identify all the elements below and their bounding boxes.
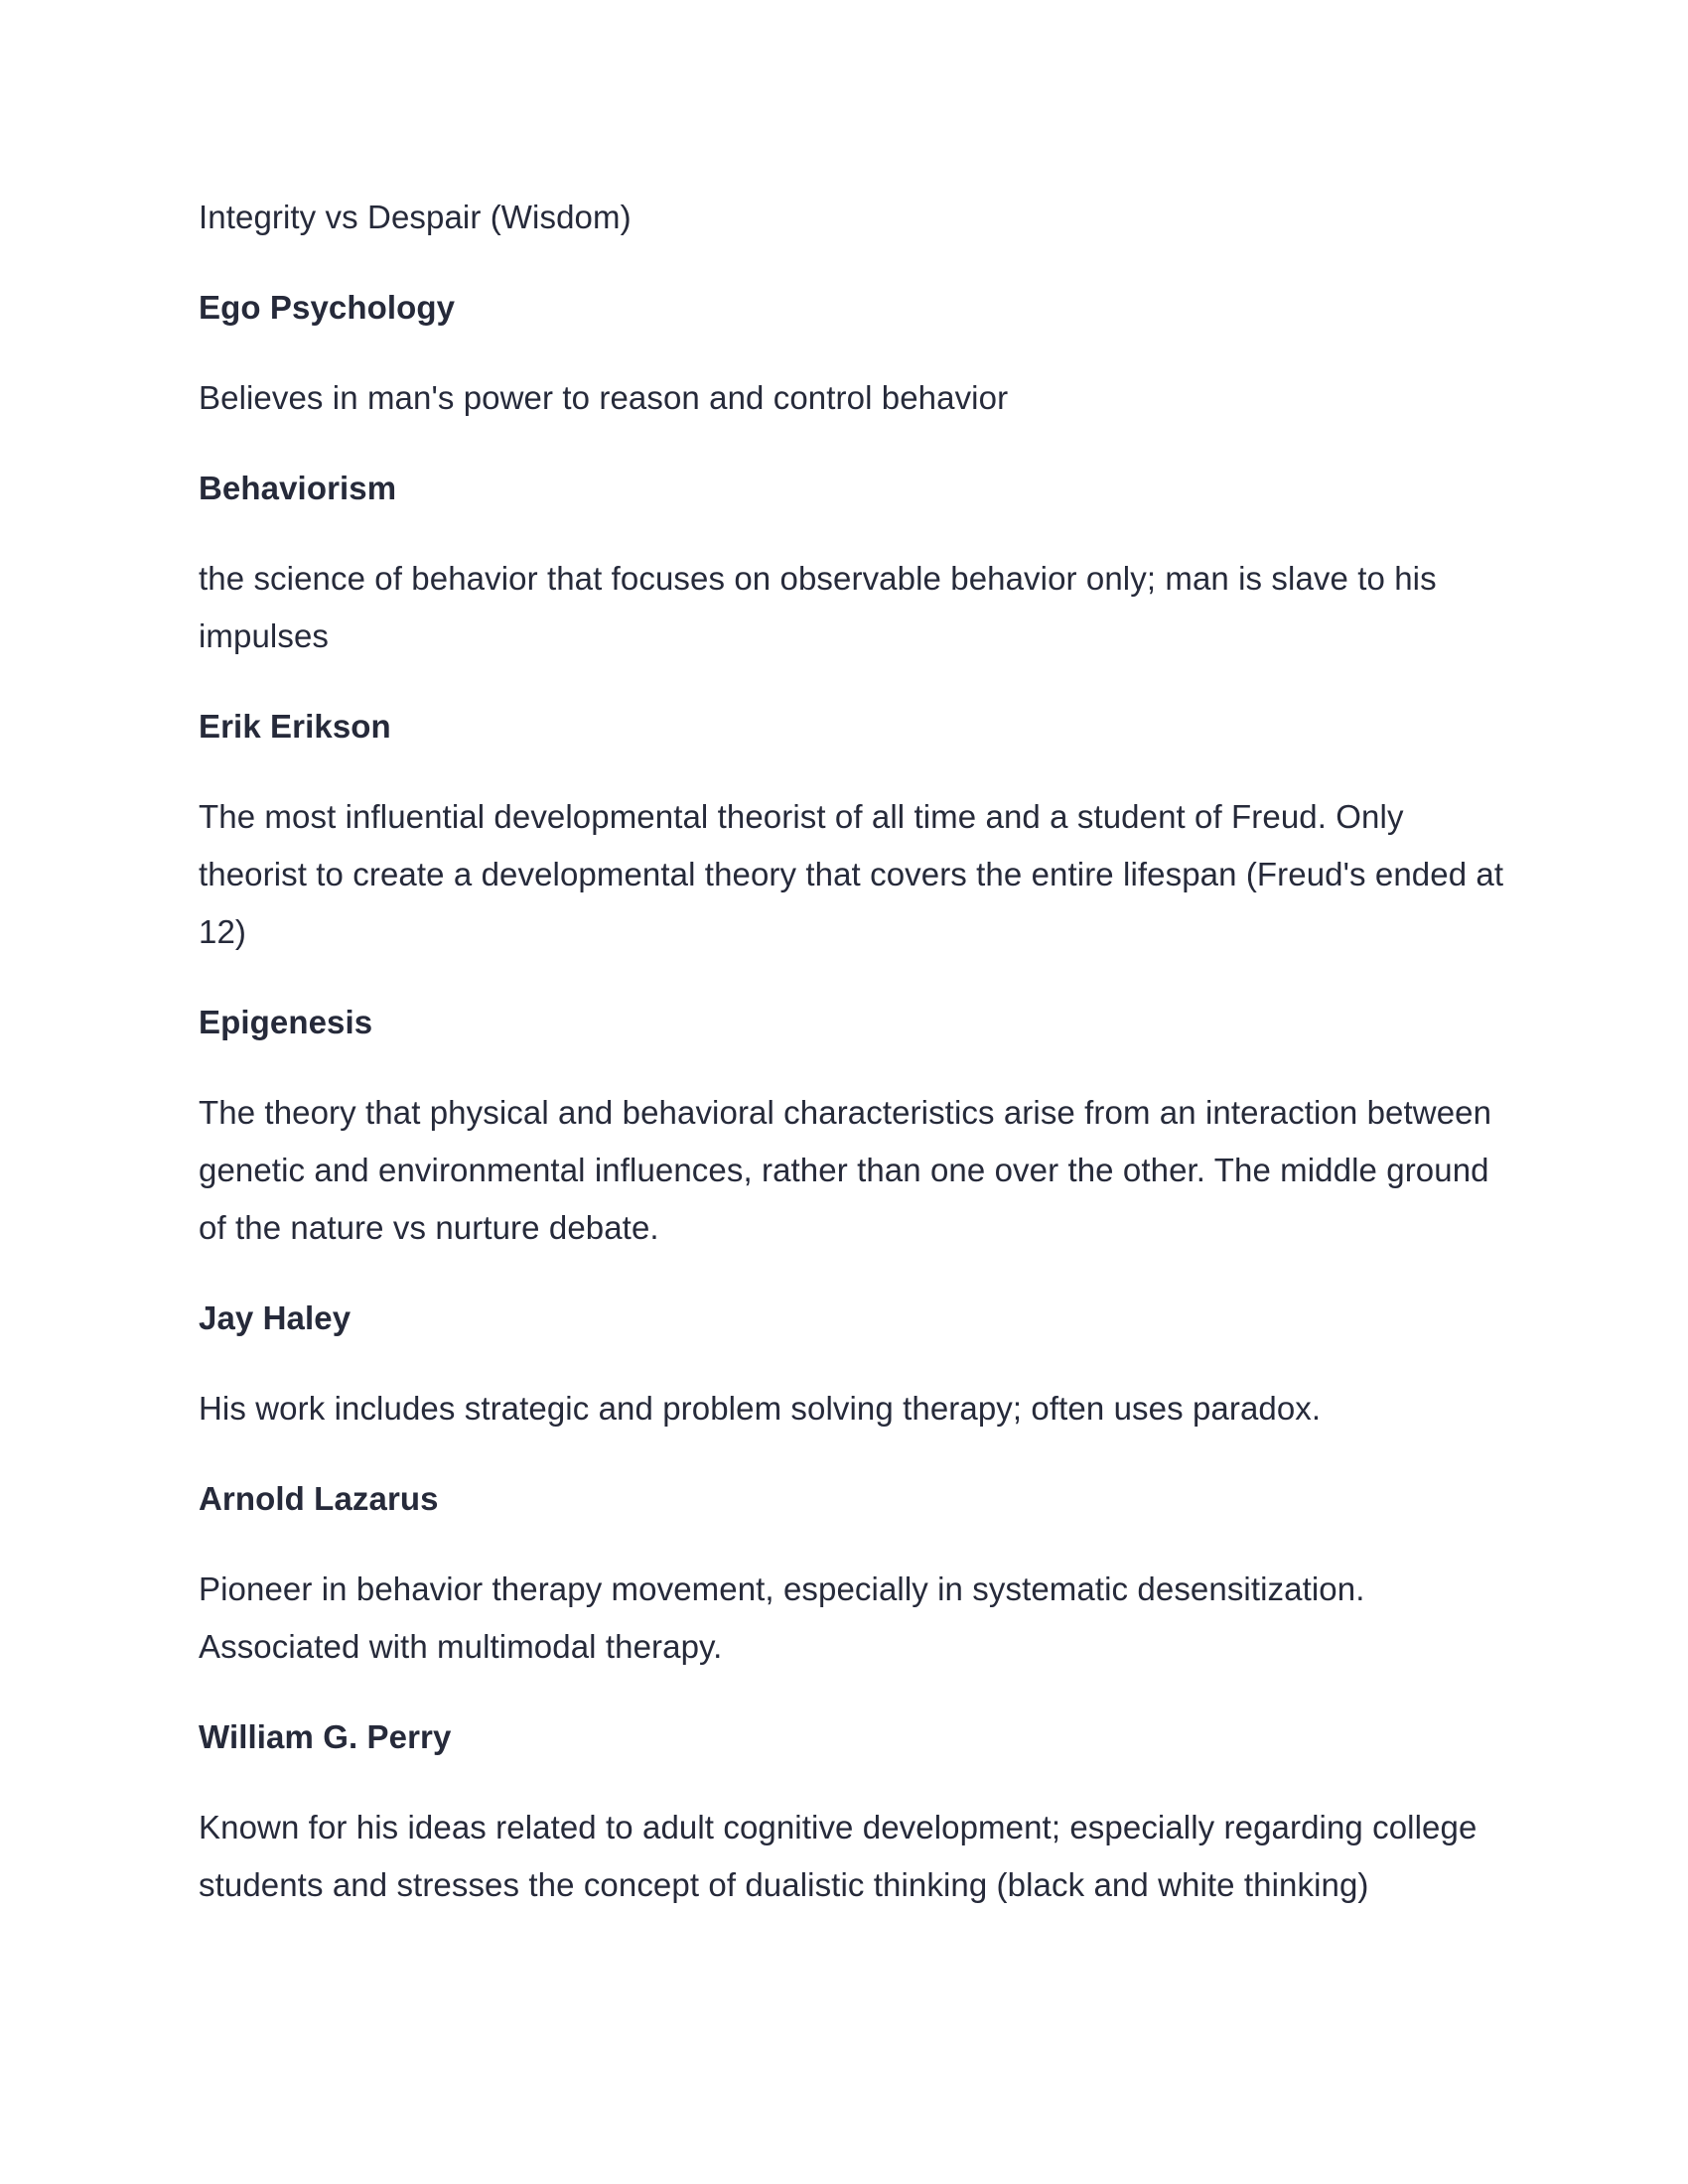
term-heading: Ego Psychology [199,289,456,326]
term-heading: Epigenesis [199,1004,373,1040]
definition-text: The most influential developmental theorist of all time and a student of Freud. Only theorist to create a developmental theory that covers the entire lifespan (Freud's ended at 12) [199,798,1504,950]
term-heading: Erik Erikson [199,708,391,745]
definition-text: Known for his ideas related to adult cognitive development; especially regarding college students and stresses the concept of dualistic thinking (black and white thinking) [199,1809,1477,1903]
definition-text: the science of behavior that focuses on observable behavior only; man is slave to his impulses [199,560,1437,654]
term-heading: Jay Haley [199,1299,352,1336]
definition-text: Integrity vs Despair (Wisdom) [199,199,632,235]
definition-text: Believes in man's power to reason and control behavior [199,379,1009,416]
definition-text: His work includes strategic and problem solving therapy; often uses paradox. [199,1390,1322,1427]
document-page [199,189,1509,1914]
term-heading: Behaviorism [199,470,397,506]
term-heading: William G. Perry [199,1718,452,1755]
definition-text: The theory that physical and behavioral characteristics arise from an interaction between genetic and environmental influences, rather than one over the other. The middle ground of the nature vs nurture debate. [199,1094,1492,1246]
term-heading: Arnold Lazarus [199,1480,439,1517]
definition-text: Pioneer in behavior therapy movement, especially in systematic desensitization. Associated with multimodal therapy. [199,1570,1365,1665]
